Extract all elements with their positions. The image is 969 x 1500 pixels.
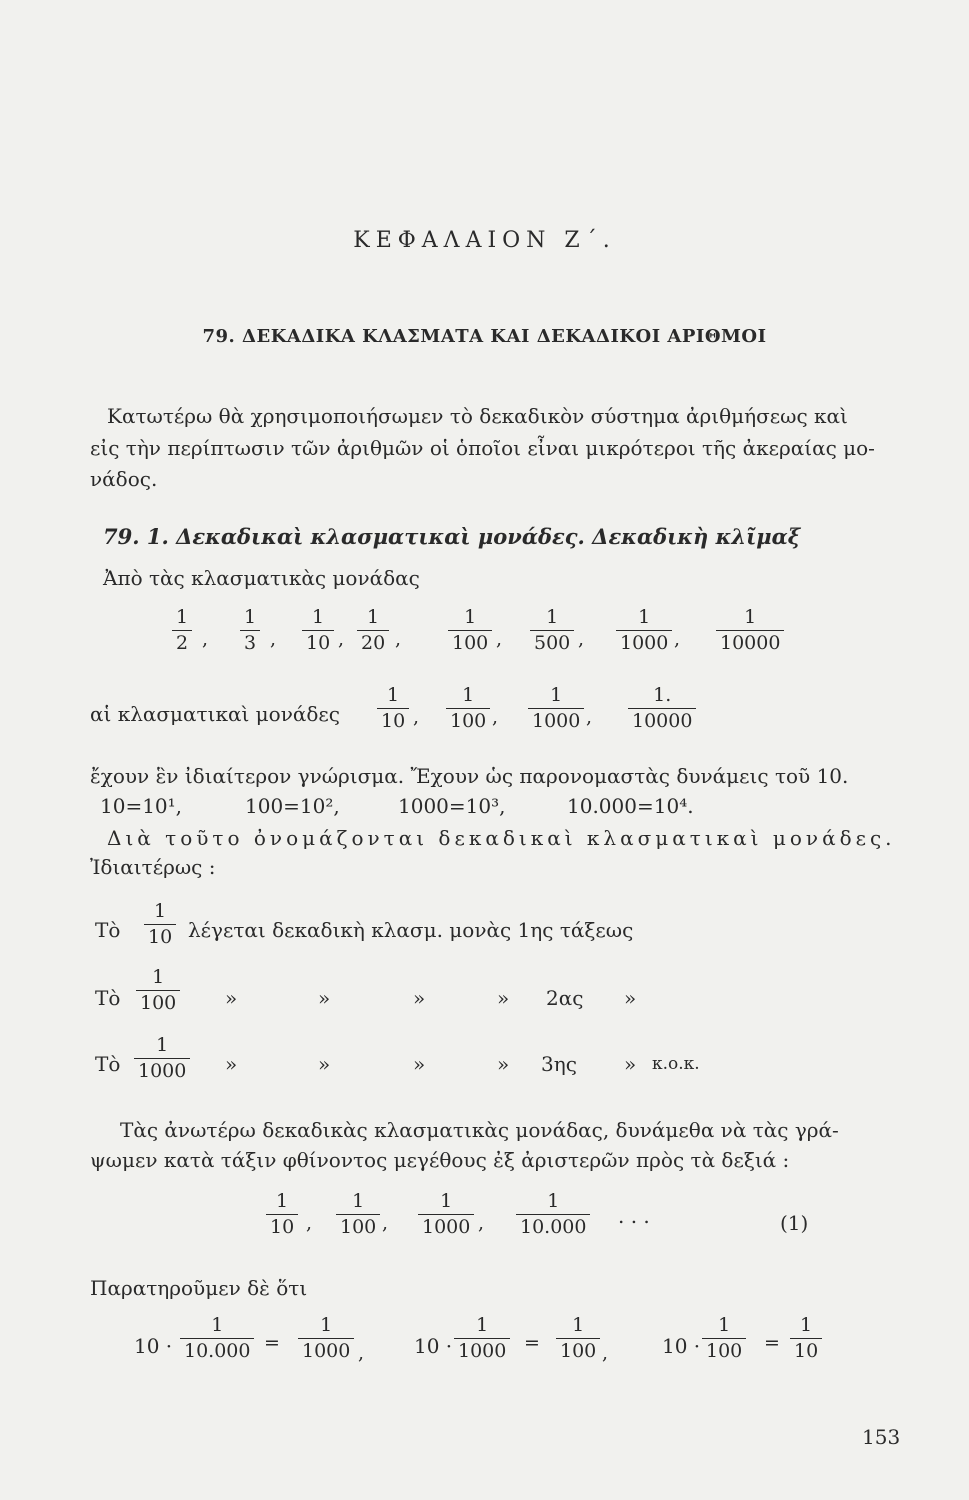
product-1-factor: 10 · xyxy=(134,1334,173,1358)
order-3-fraction: $\frac{1}{1000}$ xyxy=(134,1036,190,1081)
power-1: 10=10¹, xyxy=(100,794,183,818)
product-2-fraction: $\frac{1}{1000}$ xyxy=(454,1316,510,1361)
unit-fraction: $\frac{1}{3}$ xyxy=(240,608,260,653)
these-units-text: αἱ κλασματικαὶ μονάδες xyxy=(90,702,340,726)
unit-fraction: $\frac{1}{2}$ xyxy=(172,608,192,653)
order-2-name: 2ας xyxy=(546,986,584,1010)
series-fraction: $\frac{1}{10}$ xyxy=(266,1192,298,1237)
product-3-fraction: $\frac{1}{100}$ xyxy=(702,1316,746,1361)
power-4: 10.000=10⁴. xyxy=(567,794,694,818)
intro-line-1: Κατωτέρω θὰ χρησιμοποιήσωμεν τὸ δεκαδικὸν σύστημα ἀριθμήσεως καὶ xyxy=(107,404,848,428)
unit-fraction: $\frac{1}{20}$ xyxy=(357,608,389,653)
etc-text: κ.ο.κ. xyxy=(652,1054,700,1074)
ditto-mark: » xyxy=(497,986,510,1010)
order-3-prefix: Τὸ xyxy=(95,1052,121,1076)
unit-fraction: $\frac{1}{10000}$ xyxy=(716,608,784,653)
order-1-text: λέγεται δεκαδικὴ κλασμ. μονὰς 1ης τάξεως xyxy=(188,918,634,942)
chapter-title: ΚΕΦΑΛΑΙΟΝ Ζ΄. xyxy=(353,228,616,253)
unit-fraction: $\frac{1}{100}$ xyxy=(448,608,492,653)
ditto-mark: » xyxy=(318,1052,331,1076)
observe-text: Παρατηροῦμεν δὲ ὅτι xyxy=(90,1276,308,1300)
series-fraction: $\frac{1}{10.000}$ xyxy=(516,1192,590,1237)
product-1-fraction: $\frac{1}{10.000}$ xyxy=(180,1316,254,1361)
decimal-unit-fraction: $\frac{1}{1000}$ xyxy=(528,686,584,731)
unit-fraction: $\frac{1}{10}$ xyxy=(302,608,334,653)
section-title: 79. ΔΕΚΑΔΙΚΑ ΚΛΑΣΜΑΤΑ ΚΑΙ ΔΕΚΑΔΙΚΟΙ ΑΡΙΘΜΟΙ xyxy=(202,326,767,347)
ditto-mark: » xyxy=(225,1052,238,1076)
ditto-mark: » xyxy=(318,986,331,1010)
series-fraction: $\frac{1}{100}$ xyxy=(336,1192,380,1237)
write-line-2: ψωμεν κατὰ τάξιν φθίνοντος μεγέθους ἐξ ἀριστερῶν πρὸς τὰ δεξιά : xyxy=(90,1148,790,1172)
product-1-result: $\frac{1}{1000}$ xyxy=(298,1316,354,1361)
decimal-unit-fraction: $\frac{1}{10}$ xyxy=(377,686,409,731)
intro-line-3: νάδος. xyxy=(90,467,158,491)
feature-text: ἔχουν ἓν ἰδιαίτερον γνώρισμα. Ἔχουν ὡς παρονομαστὰς δυνάμεις τοῦ 10. xyxy=(90,764,849,788)
intro-line-2: εἰς τὴν περίπτωσιν τῶν ἀριθμῶν οἱ ὁποῖοι εἶναι μικρότεροι τῆς ἀκεραίας μο- xyxy=(90,436,875,460)
power-2: 100=10², xyxy=(245,794,340,818)
unit-fraction: $\frac{1}{1000}$ xyxy=(616,608,672,653)
ditto-mark: » xyxy=(413,1052,426,1076)
from-units-text: Ἀπὸ τὰς κλασματικὰς μονάδας xyxy=(103,566,420,590)
order-3-name: 3ης xyxy=(541,1052,577,1076)
decimal-unit-fraction: $\frac{1}{100}$ xyxy=(446,686,490,731)
product-3-result: $\frac{1}{10}$ xyxy=(790,1316,822,1361)
ditto-mark: » xyxy=(225,986,238,1010)
subsection-heading: 79. 1. Δεκαδικαὶ κλασματικαὶ μονάδες. Δεκαδικὴ κλῖμαξ xyxy=(103,524,801,549)
product-2-result: $\frac{1}{100}$ xyxy=(556,1316,600,1361)
write-line-1: Τὰς ἀνωτέρω δεκαδικὰς κλασματικὰς μονάδας, δυνάμεθα νὰ τὰς γρά- xyxy=(120,1118,839,1142)
series-fraction: $\frac{1}{1000}$ xyxy=(418,1192,474,1237)
ditto-mark: » xyxy=(413,986,426,1010)
product-3-factor: 10 · xyxy=(662,1334,701,1358)
ditto-mark: » xyxy=(624,1052,637,1076)
product-2-factor: 10 · xyxy=(414,1334,453,1358)
particular-text: Ἰδιαιτέρως : xyxy=(90,855,216,879)
order-2-prefix: Τὸ xyxy=(95,986,121,1010)
order-2-fraction: $\frac{1}{100}$ xyxy=(136,968,180,1013)
order-1-prefix: Τὸ xyxy=(95,918,121,942)
unit-fraction: $\frac{1}{500}$ xyxy=(530,608,574,653)
ditto-mark: » xyxy=(497,1052,510,1076)
page-number: 153 xyxy=(862,1425,901,1449)
power-3: 1000=10³, xyxy=(398,794,506,818)
ditto-mark: » xyxy=(624,986,637,1010)
equation-label: (1) xyxy=(780,1211,809,1235)
order-1-fraction: $\frac{1}{10}$ xyxy=(144,902,176,947)
series-ellipsis: . . . xyxy=(618,1204,650,1228)
named-text: Διὰ τοῦτο ὀνομάζονται δεκαδικαὶ κλασματικαὶ μονάδες. xyxy=(107,826,896,850)
decimal-unit-fraction: $\frac{1.}{10000}$ xyxy=(628,686,696,731)
